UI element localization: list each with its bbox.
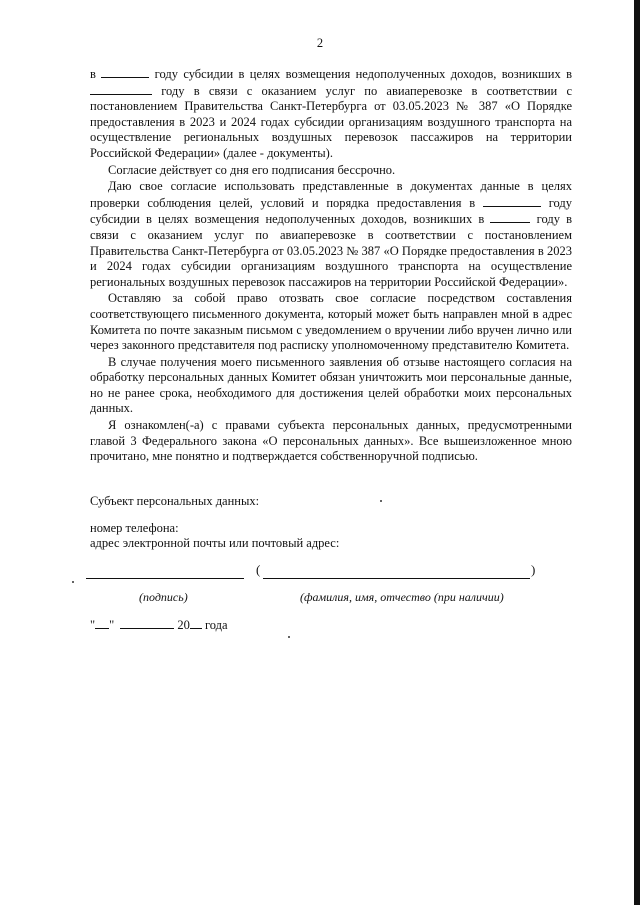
century-prefix: 20 xyxy=(177,618,190,632)
paragraph-1 xyxy=(90,66,572,162)
paragraph-1-part-d: году в связи с оказанием услуг по авиаперевозке в соответствии с постановлением Правительства Санкт-Петербурга от 03.05.2023 № 387 «О Порядке предоставления в 2023 и 2024 годах субсидии организациям воздушного транспорта на осуществление региональных воздушных перевозок пассажиров на территории Российской Федерации» (далее - документы). xyxy=(90,83,573,160)
paragraph-2: Согласие действует со дня его подписания бессрочно. xyxy=(108,162,396,177)
year-blank xyxy=(101,66,149,78)
year-word: года xyxy=(204,618,228,632)
open-paren: ( xyxy=(256,562,261,577)
paragraph-3-part-c: году в связи с оказанием услуг по авиаперевозке в соответствии с постановлением Правительства Санкт-Петербурга от 03.05.2023 № 387 «О Порядке предоставления в 2023 и 2024 годах субсидии организациям воздушного транспорта на осуществление региональных воздушных перевозок пассажиров на территории Российской Федерации». xyxy=(90,212,573,289)
paragraph-1-part-a: в xyxy=(90,67,96,81)
quote-open: " xyxy=(90,618,96,632)
year-blank xyxy=(190,618,202,629)
paragraph-4: Оставляю за собой право отозвать свое согласие посредством составления соответствующего письменного документа, который может быть направлен мной в адрес Комитета по почте заказным письмом с уведомлением о вручении либо вручен лично или через законного представителя под расписку уполномоченному представителю Комитета. xyxy=(90,291,572,353)
paragraph-1-part-c: в xyxy=(566,67,573,81)
paragraph-1-part-b: году субсидии в целях возмещения недополученных доходов, возникших xyxy=(154,67,561,81)
phone-label: номер телефона: xyxy=(90,521,179,535)
quote-close: " xyxy=(109,618,115,632)
full-name-line xyxy=(263,578,530,579)
paragraph-3 xyxy=(90,179,572,290)
month-blank xyxy=(120,618,174,629)
full-name-caption: (фамилия, имя, отчество (при наличии) xyxy=(300,590,504,604)
page-number: 2 xyxy=(316,36,324,50)
year-blank xyxy=(90,83,152,95)
close-paren: ) xyxy=(531,562,536,577)
scan-speck xyxy=(380,500,382,502)
scan-edge-shadow xyxy=(634,0,640,905)
paragraph-6: Я ознакомлен(-а) с правами субъекта персональных данных, предусмотренными главой 3 Федерального закона «О персональных данных». Все вышеизложенное мною прочитано, мне понятно и подтверждается собственноручной подписью. xyxy=(90,418,572,464)
date-line xyxy=(90,618,228,633)
paragraph-5: В случае получения моего письменного заявления об отзыве настоящего согласия на обработку персональных данных Комитет обязан уничтожить мои персональные данные, но не ранее срока, необходимого для достижения целей обработки моих персональных данных. xyxy=(90,354,572,416)
signature-caption: (подпись) xyxy=(139,590,188,604)
scan-speck xyxy=(288,636,290,638)
subject-label: Субъект персональных данных: xyxy=(90,494,260,508)
address-label: адрес электронной почты или почтовый адрес: xyxy=(90,536,340,550)
paragraph-3-part-a: Даю свое согласие использовать представленные в документах данные в целях проверки соблюдения целей, условий и порядка предоставления в xyxy=(90,179,572,210)
signature-line xyxy=(86,578,244,579)
year-blank xyxy=(483,195,541,207)
day-blank xyxy=(95,618,109,629)
document-body xyxy=(90,66,572,465)
paragraph-3-part-b: году субсидии в целях возмещения недополученных доходов, возникших в xyxy=(90,195,573,227)
year-blank xyxy=(490,211,530,223)
scan-speck xyxy=(72,581,74,583)
